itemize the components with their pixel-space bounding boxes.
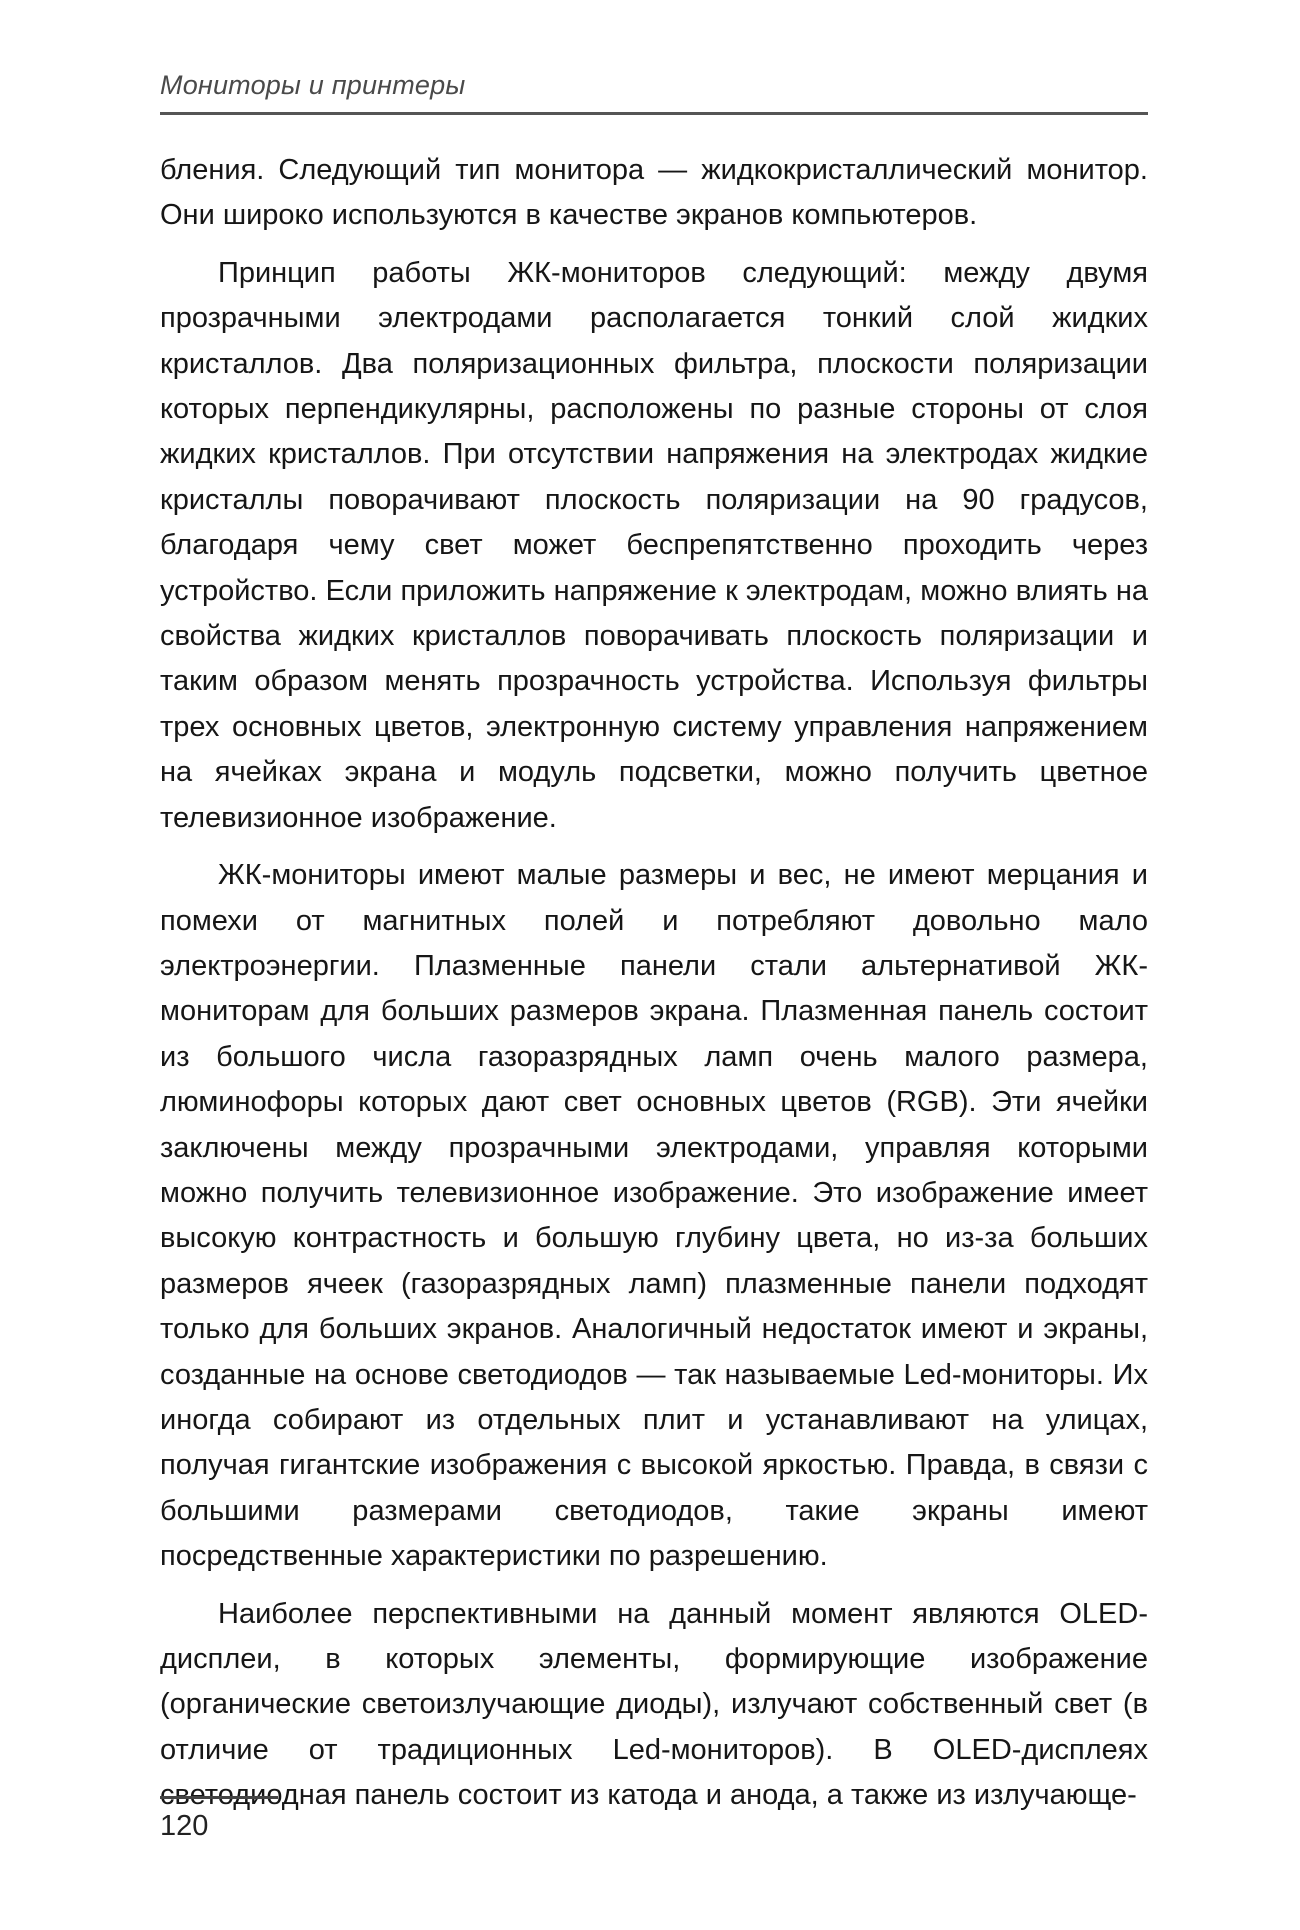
paragraph-1: бления. Следующий тип монитора — жидкокристаллический монитор. Они широко используются в качестве экранов компьютеров. [160,154,1148,232]
paragraph-3: ЖК-мониторы имеют малые размеры и вес, не имеют мерцания и помехи от магнитных полей и потребляют довольно мало электроэнергии. Плазменные панели стали альтернативой ЖК-мониторам для больших размеров экрана. Плазменная панель состоит из большого числа газоразрядных ламп очень малого размера, люминофоры которых дают свет основных цветов (RGB). Эти ячейки заключены между прозрачными электродами, управляя которыми можно получить телевизионное изображение. Это изображение имеет высокую контрастность и большую глубину цвета, но из-за больших размеров ячеек (газоразрядных ламп) плазменные панели подходят только для больших экранов. Аналогичный недостаток имеют и экраны, созданные на основе светодиодов — так называемые Led-мониторы. Их иногда собирают из отдельных плит и устанавливают на улицах, получая гигантские изображения с высокой яркостью. Правда, в связи с большими размерами светодиодов, такие экраны имеют посредственные характеристики по разрешению. [160,859,1148,1573]
header-rule [160,112,1148,115]
paragraph-2: Принцип работы ЖК-мониторов следующий: между двумя прозрачными электродами располагается тонкий слой жидких кристаллов. Два поляризационных фильтра, плоскости поляризации которых перпендикулярны, расположены по разные стороны от слоя жидких кристаллов. При отсутствии напряжения на электродах жидкие кристаллы поворачивают плоскость поляризации на 90 градусов, благодаря чему свет может беспрепятственно проходить через устройство. Если приложить напряжение к электродам, можно влиять на свойства жидких кристаллов поворачивать плоскость поляризации и таким образом менять прозрачность устройства. Используя фильтры трех основных цветов, электронную систему управления напряжением на ячейках экрана и модуль подсветки, можно получить цветное телевизионное изображение. [160,256,1148,834]
paragraph-4: Наиболее перспективными на данный момент являются OLED-дисплеи, в которых элементы, формирующие изображение (органические светоизлучающие диоды), излучают собственный свет (в отличие от традиционных Led-мониторов). В OLED-дисплеях светодиодная панель состоит из катода и анода, а также из излучающе- [160,1597,1148,1812]
page-number: 120 [160,1810,209,1842]
footer-rule [160,1796,278,1799]
running-head-title: Мониторы и принтеры [160,70,466,100]
body-text [160,148,1148,1831]
